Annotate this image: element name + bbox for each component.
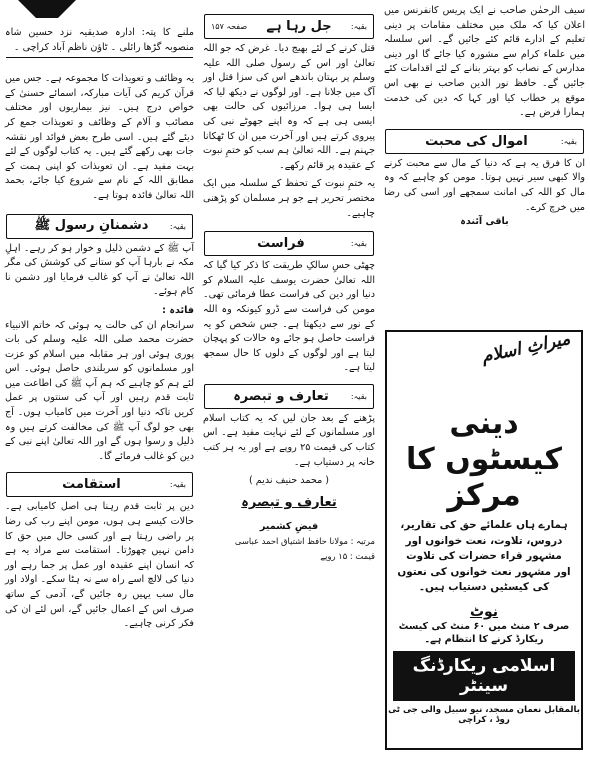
section-title: جل رہا ہے	[266, 19, 332, 34]
continued-tag: بقیہ:	[350, 391, 367, 401]
divider	[6, 57, 193, 58]
book-title: فیضِ کشمیر	[259, 520, 319, 532]
ad-address: بالمقابل نعمان مسجد، نیو سبیل والی جی ٹی روڈ ، کراچی	[388, 704, 580, 725]
book-compiler: مرتبہ : مولانا حافظ اشتیاق احمد عباسی	[234, 536, 375, 547]
ad-notice-label: نوٹ	[469, 603, 499, 620]
article-paragraph: آپ ﷺ کے دشمن ذلیل و خوار ہو کر رہے۔ اہلِ مکہ نے بارہا آپ کو ستانے کی کوشش کی مگر اللہ تعالیٰ نے آپ کو غالب فرمایا اور دشمن نا کام ہوئے۔	[5, 242, 194, 298]
article-paragraph: قتل کرنے کے لئے بھیج دیا۔ غرض کہ جو اللہ تعالیٰ اور اس کے رسول صلی اللہ علیہ وسلم پر بہتان باندھے اس کی سزا قتل اور آگ میں جلانا ہے۔ اور لوگوں نے دیکھ لیا کہ ایسا ہی ہوا۔ مرزائیوں کی حالت بھی ایسی ہی ہے کہ وہ اپنے جھوٹے نبی کی پیروی کرتے ہیں اور آخرت میں ان کا ٹھکانا جہنم ہے۔ اللہ تعالیٰ ہم سب کو ختمِ نبوت کے عقیدہ پر قائم رکھے۔	[203, 43, 375, 171]
middle-column	[200, 0, 378, 757]
section-header-steadfastness	[6, 472, 193, 497]
continued-tag: بقیہ:	[169, 221, 186, 231]
section-header-burning	[204, 14, 374, 39]
to-be-continued: باقی آئندہ	[460, 216, 509, 228]
address-paragraph: ملنے کا پتہ: ادارہ صدیقیہ نزد حسین شاہ منصوبہ گڑھا رائلی ۔ ٹاؤن ناظم آباد کراچی ۔	[5, 27, 194, 53]
section-header-enemies-of-prophet	[6, 214, 193, 239]
ad-header	[387, 328, 581, 402]
left-column	[2, 0, 197, 757]
article-paragraph: سرانجام ان کی حالت یہ ہوئی کہ خاتم الانبیاء حضرت محمد صلی اللہ علیہ وسلم کی بات پوری ہوئی اور ہر مقابلہ میں اسلام کو عزت اور مسلمانوں کو سربلندی حاصل ہوئی۔ اس لئے ہم کو چاہیے کہ ہم آپ ﷺ کی اطاعت میں ثابت قدم رہیں اور آپ کی سنتوں پر عمل کریں تاکہ دنیا اور آخرت میں کامیاب ہوں۔ آج بھی جو لوگ آپ ﷺ کی مخالفت کرتے ہیں وہ ذلیل و رسوا ہوں گے اور اللہ تعالیٰ اپنے نبی کے دین کو غالب فرمائے گا۔	[5, 319, 194, 462]
article-paragraph: یہ ختمِ نبوت کے تحفظ کے سلسلہ میں ایک مختصر تحریر ہے جو ہر مسلمان کو پڑھنی چاہیے۔	[203, 178, 375, 219]
page-number: صفحہ ۱۵۷	[211, 22, 248, 31]
book-description: یہ وظائف و تعویذات کا مجموعہ ہے۔ جس میں قرآن کریم کی آیات مبارکہ، اسمائے حسنیٰ کے خواص درج ہیں۔ نیز بیماریوں اور مختلف مصائب و آلام کے وظائف و تعویذات جمع کر دیئے گئے ہیں۔ اسی طرح بعض فوائد اور نقشہ جات بھی رکھے گئے ہیں۔ یہ کتاب لوگوں کے لئے بہت مفید ہے۔ ان تعویذات کو اپنی ہمت کے مطابق اللہ کے نام سے شروع کیا جائے، بحمد اللہ تعالیٰ فائدہ ہوتا ہے۔	[5, 73, 194, 201]
section-title: فراست	[257, 236, 305, 252]
benefit-label: فائدہ :	[162, 304, 194, 316]
section-header-love-of-wealth	[385, 129, 584, 154]
ad-main-title: دینی کیسٹوں کا مرکز	[405, 406, 563, 513]
review-section-title: تعارف و تبصرہ	[241, 494, 337, 510]
article-paragraph: ان کا فرق یہ ہے کہ دنیا کے مال سے محبت کرنے والا کبھی سیر نہیں ہوتا۔ مومن کو چاہیے کہ وہ مال کو اللہ کی امانت سمجھے اور اسی کی رضا میں خرچ کرے۔	[384, 157, 585, 213]
section-header-review	[204, 384, 374, 409]
ad-brand-name: میراثِ اسلام	[479, 328, 573, 368]
article-paragraph: پڑھنے کے بعد جان لیں کہ یہ کتاب اسلام اور مسلمانوں کے لئے نہایت مفید ہے۔ اس کتاب کی قیمت ۲۵ روپے ہے اور یہ ہر کتب خانہ پر دستیاب ہے۔	[203, 412, 375, 468]
ad-footer-name: اسلامی ریکارڈنگ سینٹر	[393, 651, 575, 701]
continued-tag: بقیہ:	[350, 239, 367, 249]
section-title: اموال کی محبت	[425, 133, 528, 149]
section-title: تعارف و تبصرہ	[233, 388, 329, 404]
continued-tag: بقیہ:	[169, 480, 186, 490]
cassette-center-advertisement	[385, 330, 583, 750]
continued-tag: بقیہ:	[560, 136, 577, 146]
section-title: استقامت	[62, 477, 121, 493]
article-paragraph: دین پر ثابت قدم رہنا ہی اصل کامیابی ہے۔ حالات کیسے ہی ہوں، مومن اپنے رب کی رضا پر راضی رہتا ہے اور کسی حال میں حق کا دامن نہیں چھوڑتا۔ استقامت سے مراد یہ ہے کہ انسان اپنے عقیدہ اور عمل پر جما رہے اور دنیا کی لالچ اسے راہ سے نہ ہٹا سکے۔ اولاد اور مال سب یہیں رہ جائیں گے، آدمی کے ساتھ صرف اس کے اعمال جائیں گے، اس لئے ان کی فکر کرنی چاہیے۔	[5, 501, 194, 630]
book-price: قیمت : ۱۵ روپے	[320, 551, 375, 562]
section-title: دشمنانِ رسول ﷺ	[34, 217, 149, 233]
article-paragraph: چھٹی حسِ سالکِ طریقت کا ذکر کیا گیا کہ اللہ تعالیٰ حضرت یوسف علیہ السلام کو دنیا اور دین کی فراست عطا فرمائی تھی۔ مومن کی فراست سے ڈرو کیونکہ وہ اللہ کے نور سے دیکھتا ہے۔ جس شخص کو یہ فراست حاصل ہو جائے وہ حالات کو پہچان لیتا ہے اور لوگوں کے دلوں کا حال سمجھ لیتا ہے۔	[203, 260, 375, 374]
news-paragraph: سیف الرحمٰن صاحب نے ایک پریس کانفرنس میں اعلان کیا کہ ملک میں مختلف مقامات پر دینی تعلیم کے ادارے قائم کئے جائیں گے۔ اس سلسلہ میں علماء کرام سے مشورہ کیا جائے گا اور دینی مدارس کے نصاب کو بہتر بنانے کے لئے اقدامات کئے جائیں گے۔ حافظ نور الدین صاحب نے بھی اس موقع پر خطاب کیا اور کہا کہ دین کی خدمت ہمارا فرض ہے۔	[384, 5, 585, 119]
author-signature: ( محمد حنیف ندیم )	[248, 475, 329, 487]
continued-tag: بقیہ:	[350, 22, 367, 31]
section-header-insight	[204, 231, 374, 256]
ad-notice: صرف ۲ منٹ میں ۶۰ منٹ کی کیسٹ ریکارڈ کرنے کا انتظام ہے۔	[398, 620, 570, 645]
ad-description: ہمارے ہاں علمائے حق کی تقاریر، دروس، تلاوت، نعت خوانوں اور مشہور قراء حضرات کی تلاوت اور مشہور نعت خوانوں کی نعتوں کی کیسٹیں دستیاب ہیں۔	[397, 519, 571, 594]
